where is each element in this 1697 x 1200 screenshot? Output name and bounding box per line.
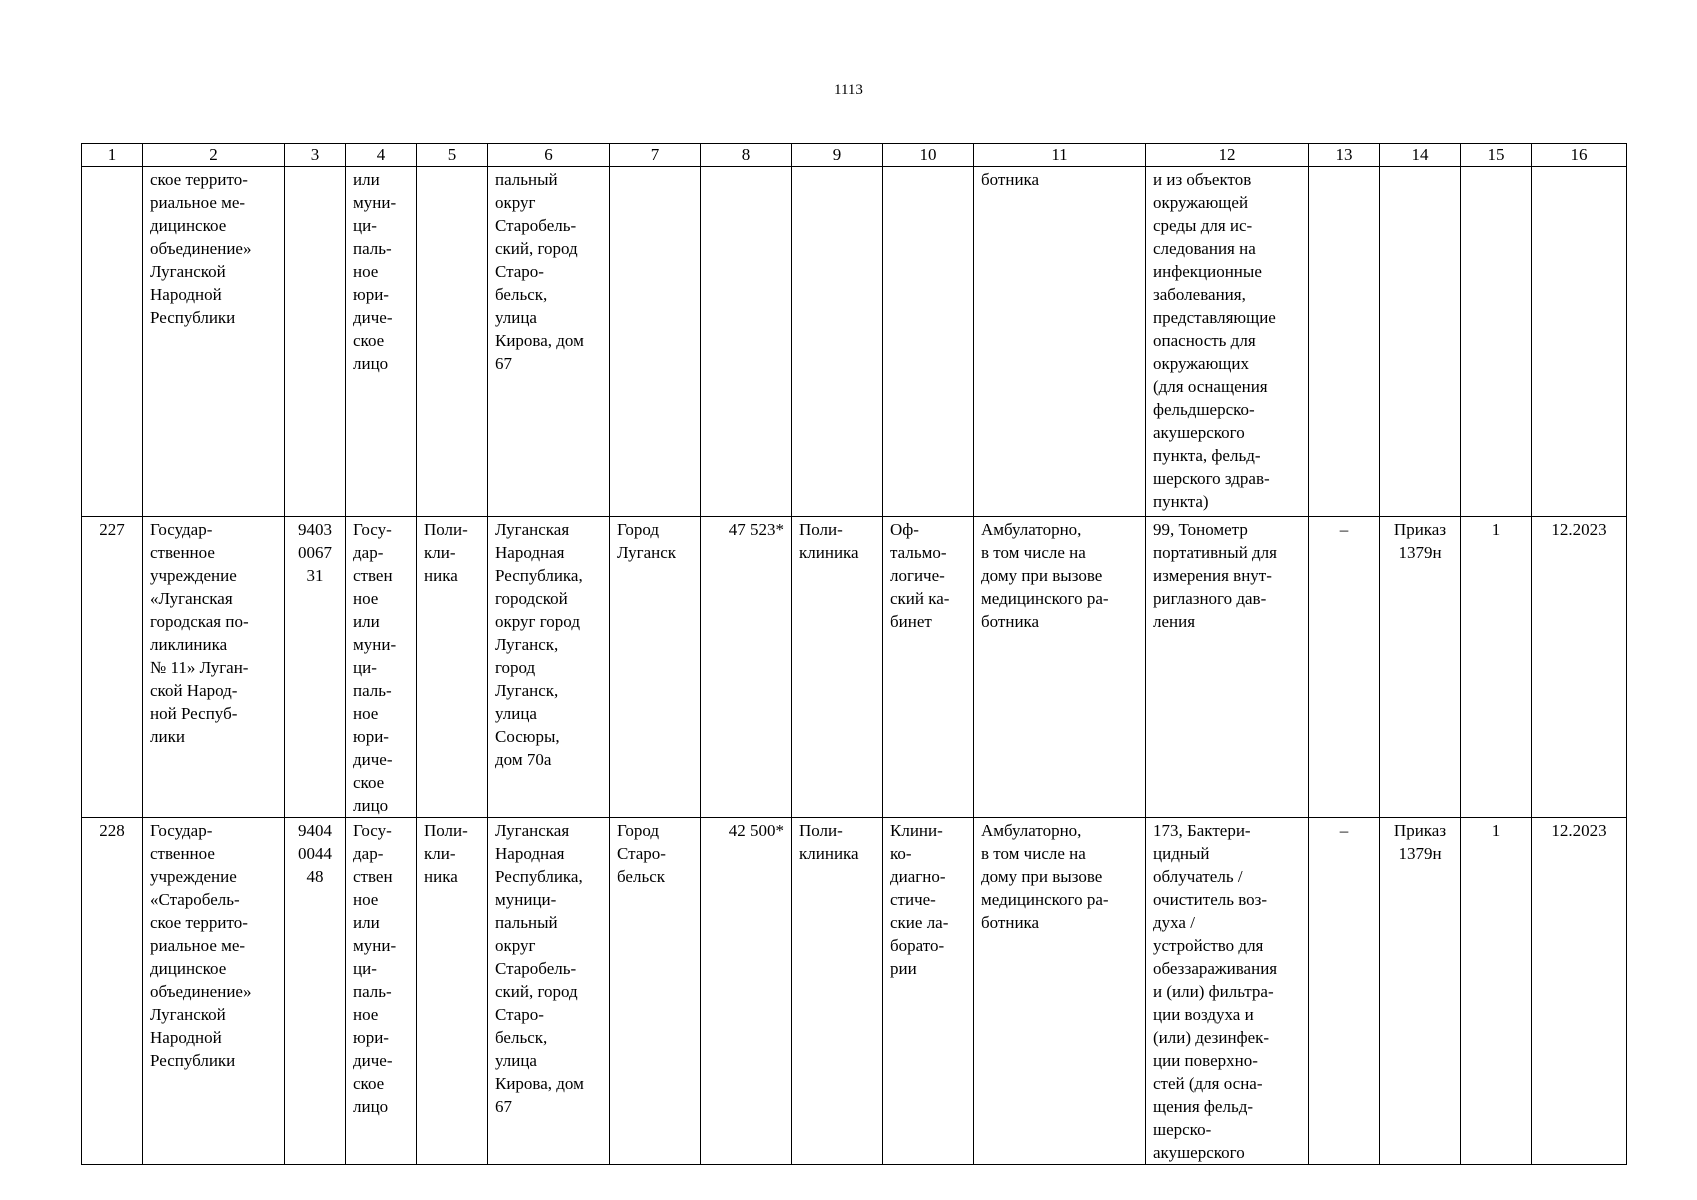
cell-legal-form: или муни- ци- паль- ное юри- диче- ское лицо (346, 167, 417, 517)
cell-department: Клини- ко- диагно- стиче- ские ла- борато- рии (883, 818, 974, 1165)
column-header: 14 (1380, 144, 1461, 167)
cell-order (1380, 167, 1461, 517)
cell-legal-form: Госу- дар- ствен ное или муни- ци- паль- ное юри- диче- ское лицо (346, 517, 417, 818)
column-header: 3 (285, 144, 346, 167)
column-header: 5 (417, 144, 488, 167)
cell-organization: Государ- ственное учреждение «Луганская городская по- ликлиника № 11» Луган- ской Народ- ной Респуб- лики (143, 517, 285, 818)
column-header: 11 (974, 144, 1146, 167)
cell-care-conditions: ботника (974, 167, 1146, 517)
table-row-continued (82, 167, 1627, 517)
cell-number: 228 (82, 818, 143, 1165)
cell-unit (792, 167, 883, 517)
cell-legal-form: Госу- дар- ствен ное или муни- ци- паль- ное юри- диче- ское лицо (346, 818, 417, 1165)
cell-department (883, 167, 974, 517)
cell-number: 227 (82, 517, 143, 818)
cell-population (701, 167, 792, 517)
column-header: 7 (610, 144, 701, 167)
column-header: 12 (1146, 144, 1309, 167)
column-header: 1 (82, 144, 143, 167)
cell-date: 12.2023 (1532, 517, 1627, 818)
column-header: 15 (1461, 144, 1532, 167)
cell-col13: – (1309, 517, 1380, 818)
cell-code (285, 167, 346, 517)
page-number: 1113 (834, 82, 863, 98)
cell-quantity: 1 (1461, 517, 1532, 818)
cell-date: 12.2023 (1532, 818, 1627, 1165)
cell-col13: – (1309, 818, 1380, 1165)
column-header: 9 (792, 144, 883, 167)
cell-col13 (1309, 167, 1380, 517)
cell-locality: Город Луганск (610, 517, 701, 818)
cell-population: 47 523* (701, 517, 792, 818)
cell-number (82, 167, 143, 517)
cell-type (417, 167, 488, 517)
cell-population: 42 500* (701, 818, 792, 1165)
cell-order: Приказ 1379н (1380, 517, 1461, 818)
table-row-228 (82, 818, 1627, 1165)
cell-address: Луганская Народная Республика, муници- пальный округ Старобель- ский, город Старо- бельск, улица Кирова, дом 67 (488, 818, 610, 1165)
cell-care-conditions: Амбулаторно, в том числе на дому при вызове медицинского ра- ботника (974, 818, 1146, 1165)
cell-type: Поли- кли- ника (417, 818, 488, 1165)
cell-department: Оф- тальмо- логиче- ский ка- бинет (883, 517, 974, 818)
column-header: 2 (143, 144, 285, 167)
cell-organization: Государ- ственное учреждение «Старобель- ское террито- риальное ме- дицинское объединение» Луганской Народной Республики (143, 818, 285, 1165)
cell-order: Приказ 1379н (1380, 818, 1461, 1165)
column-header: 4 (346, 144, 417, 167)
column-header: 6 (488, 144, 610, 167)
cell-code: 9404 0044 48 (285, 818, 346, 1165)
column-header: 10 (883, 144, 974, 167)
cell-locality: Город Старо- бельск (610, 818, 701, 1165)
data-table (81, 143, 1627, 1165)
cell-address: пальный округ Старобель- ский, город Старо- бельск, улица Кирова, дом 67 (488, 167, 610, 517)
cell-date (1532, 167, 1627, 517)
table-row-227 (82, 517, 1627, 818)
cell-equipment: и из объектов окружающей среды для ис- следования на инфекционные заболевания, представляющие опасность для окружающих (для оснащения фельдшерско- акушерского пункта, фельд- шерского здрав- пункта) (1146, 167, 1309, 517)
cell-equipment: 99, Тонометр портативный для измерения внут- риглазного дав- ления (1146, 517, 1309, 818)
cell-quantity (1461, 167, 1532, 517)
column-header: 16 (1532, 144, 1627, 167)
cell-address: Луганская Народная Республика, городской округ город Луганск, город Луганск, улица Сосюры, дом 70а (488, 517, 610, 818)
cell-type: Поли- кли- ника (417, 517, 488, 818)
cell-quantity: 1 (1461, 818, 1532, 1165)
header-row (82, 144, 1627, 167)
cell-unit: Поли- клиника (792, 818, 883, 1165)
cell-locality (610, 167, 701, 517)
cell-equipment: 173, Бактери- цидный облучатель / очиститель воз- духа / устройство для обеззараживания и (или) фильтра- ции воздуха и (или) дезинфек- ции поверхно- стей (для осна- щения фельд- шерско- акушерского (1146, 818, 1309, 1165)
cell-care-conditions: Амбулаторно, в том числе на дому при вызове медицинского ра- ботника (974, 517, 1146, 818)
cell-unit: Поли- клиника (792, 517, 883, 818)
column-header: 8 (701, 144, 792, 167)
cell-code: 9403 0067 31 (285, 517, 346, 818)
cell-organization: ское террито- риальное ме- дицинское объединение» Луганской Народной Республики (143, 167, 285, 517)
column-header: 13 (1309, 144, 1380, 167)
